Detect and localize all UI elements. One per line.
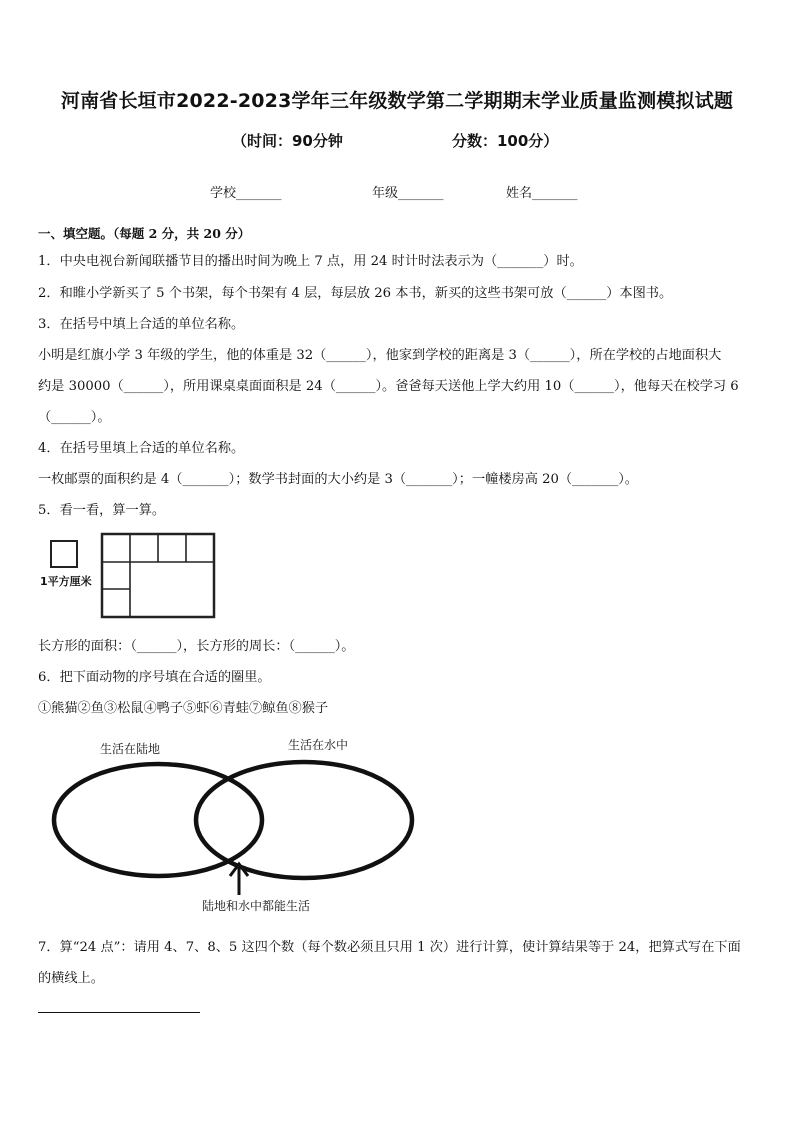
answer-line (38, 1012, 200, 1013)
question-1: 1．中央电视台新闻联播节目的播出时间为晚上 7 点，用 24 时计时法表示为（_______）时。 (38, 254, 583, 269)
exam-time: （时间：90分钟 (232, 132, 343, 150)
rectangle-grid-figure (100, 532, 220, 622)
exam-score: 分数：100分） (452, 132, 559, 150)
question-7-line-2: 的横线上。 (38, 971, 104, 986)
question-4: 4．在括号里填上合适的单位名称。 (38, 441, 245, 456)
question-5-answer-line: 长方形的面积：（______），长方形的周长：（______）。 (38, 639, 355, 654)
name-field: 姓名_______ (506, 186, 578, 201)
venn-label-water: 生活在水中 (288, 738, 349, 752)
unit-square (50, 540, 78, 568)
venn-label-land: 生活在陆地 (100, 742, 161, 756)
question-2: 2．和睢小学新买了 5 个书架，每个书架有 4 层，每层放 26 本书，新买的这些书架可放（______）本图书。 (38, 286, 673, 301)
question-6: 6．把下面动物的序号填在合适的圈里。 (38, 670, 271, 685)
venn-label-both: 陆地和水中都能生活 (202, 899, 311, 913)
question-3-line-2: 约是 30000（______），所用课桌桌面面积是 24（______）。爸爸每天送他上学大约用 10（______），他每天在校学习 6 (38, 379, 739, 394)
animal-list: ①熊猫②鱼③松鼠④鸭子⑤虾⑥青蛙⑦鲸鱼⑧猴子 (38, 701, 329, 716)
venn-diagram (48, 758, 418, 898)
school-field: 学校_______ (210, 186, 282, 201)
question-5: 5．看一看，算一算。 (38, 503, 166, 518)
question-7-line-1: 7．算“24 点”：请用 4、7、8、5 这四个数（每个数必须且只用 1 次）进行计算，使计算结果等于 24，把算式写在下面 (38, 940, 741, 955)
grade-field: 年级_______ (372, 186, 444, 201)
section-heading: 一、填空题。（每题 2 分，共 20 分） (38, 226, 251, 241)
page-title: 河南省长垣市2022-2023学年三年级数学第二学期期末学业质量监测模拟试题 (60, 90, 734, 112)
question-4-line-1: 一枚邮票的面积约是 4（_______）；数学书封面的大小约是 3（_______）；一幢楼房高 20（_______）。 (38, 472, 638, 487)
question-3: 3．在括号中填上合适的单位名称。 (38, 317, 245, 332)
unit-label: 1平方厘米 (40, 575, 92, 588)
question-3-line-3: （______）。 (38, 410, 111, 425)
question-3-line-1: 小明是红旗小学 3 年级的学生，他的体重是 32（______），他家到学校的距离是 3（______），所在学校的占地面积大 (38, 348, 722, 363)
